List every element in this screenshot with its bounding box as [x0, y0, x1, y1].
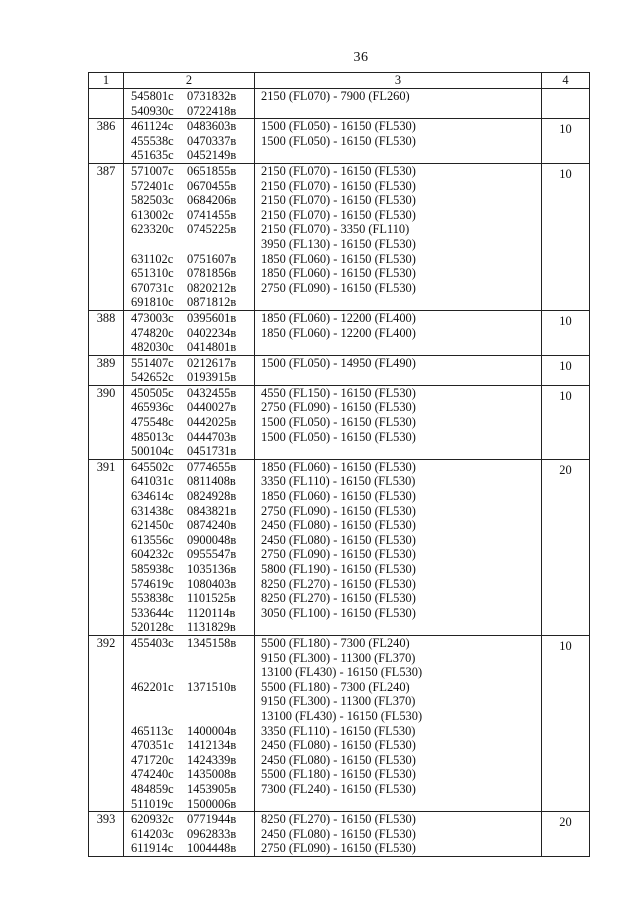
row-number-cell: 393: [89, 812, 124, 857]
row-number-cell: [89, 89, 124, 119]
longitude-value: 0731832в: [187, 89, 237, 103]
latitude-value: 545801c: [131, 89, 174, 103]
coordinate-line: [124, 89, 254, 104]
coordinate-line: [124, 547, 254, 562]
longitude-value: 0451731в: [187, 444, 237, 459]
coordinate-line: [124, 694, 254, 709]
column-header-2: 2: [124, 73, 255, 89]
latitude-value: 470351c: [131, 738, 174, 753]
latitude-value: 482030c: [131, 340, 174, 355]
latitude-value: 465936c: [131, 400, 174, 415]
coordinate-line: [124, 340, 254, 355]
value-cell: [542, 163, 590, 310]
coordinate-line: [124, 266, 254, 281]
coordinate-line: [124, 782, 254, 797]
latitude-value: 511019c: [131, 796, 174, 811]
value-cell: [542, 635, 590, 811]
altitude-range: [255, 148, 541, 163]
coordinate-line: [124, 252, 254, 267]
altitude-range-cell: [255, 385, 542, 459]
table-row: [89, 89, 590, 119]
altitude-range: 2150 (FL070) - 16150 (FL530): [261, 163, 416, 178]
longitude-value: 1424339в: [187, 752, 237, 767]
altitude-range: [255, 340, 541, 355]
value-text: 20: [559, 815, 572, 830]
altitude-range: [255, 620, 541, 635]
altitude-range: 5500 (FL180) - 16150 (FL530): [261, 767, 416, 782]
longitude-value: 0193915в: [187, 370, 237, 385]
longitude-value: 0432455в: [187, 385, 237, 400]
coordinate-line: [124, 591, 254, 606]
coordinate-line: [124, 620, 254, 635]
coordinate-line: [124, 119, 254, 134]
longitude-value: 0962833в: [187, 826, 237, 841]
altitude-range: 1850 (FL060) - 16150 (FL530): [261, 489, 416, 504]
longitude-value: 0444703в: [187, 429, 237, 444]
table-row: [89, 812, 590, 857]
altitude-range: 2450 (FL080) - 16150 (FL530): [261, 826, 416, 841]
longitude-value: 1131829в: [187, 620, 236, 635]
row-number-cell: 390: [89, 385, 124, 459]
coordinate-line: [124, 827, 254, 842]
longitude-value: 0212617в: [187, 355, 237, 370]
latitude-value: 613002c: [131, 207, 174, 222]
coordinate-line: [124, 356, 254, 371]
coordinate-line: [124, 104, 254, 119]
longitude-value: 0871812в: [187, 295, 237, 310]
table-body: [89, 89, 590, 857]
coordinate-line: [124, 295, 254, 310]
longitude-value: 0843821в: [187, 503, 237, 518]
coordinate-line: [124, 767, 254, 782]
coordinate-line: [124, 222, 254, 237]
altitude-range: 3350 (FL110) - 16150 (FL530): [261, 474, 416, 489]
altitude-range: 5500 (FL180) - 7300 (FL240): [261, 635, 410, 650]
coordinate-line: [124, 709, 254, 724]
longitude-value: 0442025в: [187, 415, 237, 430]
altitude-range: 2150 (FL070) - 3350 (FL110): [261, 222, 410, 237]
altitude-range: 1500 (FL050) - 16150 (FL530): [261, 119, 416, 134]
coordinate-line: [124, 208, 254, 223]
altitude-range: 2450 (FL080) - 16150 (FL530): [261, 518, 416, 533]
longitude-value: 0402234в: [187, 325, 237, 340]
value-text: 10: [559, 166, 572, 181]
coordinates-cell: [124, 163, 255, 310]
coordinate-line: [124, 753, 254, 768]
coordinates-cell: [124, 355, 255, 385]
latitude-value: 485013c: [131, 429, 174, 444]
longitude-value: 1080403в: [187, 576, 237, 591]
altitude-range: 2750 (FL090) - 16150 (FL530): [261, 547, 416, 562]
altitude-range: 1850 (FL060) - 12200 (FL400): [261, 325, 416, 340]
coordinate-line: [124, 193, 254, 208]
coordinate-line: [124, 651, 254, 666]
latitude-value: 645502c: [131, 459, 174, 474]
latitude-value: 461124c: [131, 119, 174, 134]
table-row: [89, 459, 590, 635]
row-number-cell: 391: [89, 459, 124, 635]
longitude-value: 0874240в: [187, 518, 237, 533]
altitude-range: 9150 (FL300) - 11300 (FL370): [261, 694, 416, 709]
value-text: 20: [559, 462, 572, 477]
coordinate-line: [124, 577, 254, 592]
latitude-value: 634614c: [131, 489, 174, 504]
table-row: [89, 310, 590, 355]
altitude-range-cell: [255, 459, 542, 635]
coordinates-cell: [124, 385, 255, 459]
altitude-range-cell: [255, 310, 542, 355]
altitude-range-cell: [255, 355, 542, 385]
altitude-range: 1500 (FL050) - 16150 (FL530): [261, 429, 416, 444]
latitude-value: 462201c: [131, 679, 174, 694]
coordinates-cell: [124, 812, 255, 857]
coordinate-line: [124, 400, 254, 415]
table-row: [89, 635, 590, 811]
altitude-range: 1850 (FL060) - 16150 (FL530): [261, 459, 416, 474]
altitude-range: 1500 (FL050) - 14950 (FL490): [261, 355, 416, 370]
longitude-value: 0811408в: [187, 474, 236, 489]
longitude-value: 0722418в: [187, 103, 237, 118]
value-cell: [542, 459, 590, 635]
coordinate-line: [124, 489, 254, 504]
coordinate-line: [124, 474, 254, 489]
coordinate-line: [124, 636, 254, 651]
coordinate-line: [124, 812, 254, 827]
latitude-value: 551407c: [131, 355, 174, 370]
longitude-value: 0820212в: [187, 280, 237, 295]
altitude-range: 1850 (FL060) - 16150 (FL530): [261, 251, 416, 266]
table-row: [89, 355, 590, 385]
altitude-range: 7300 (FL240) - 16150 (FL530): [261, 781, 416, 796]
longitude-value: 0684206в: [187, 193, 237, 208]
altitude-range: 2750 (FL090) - 16150 (FL530): [261, 280, 416, 295]
coordinate-line: [124, 665, 254, 680]
longitude-value: 1500006в: [187, 796, 237, 811]
altitude-range: 2150 (FL070) - 7900 (FL260): [261, 89, 410, 103]
coordinate-line: [124, 311, 254, 326]
longitude-value: 1453905в: [187, 781, 237, 796]
latitude-value: 500104c: [131, 444, 174, 459]
altitude-range: 2750 (FL090) - 16150 (FL530): [261, 503, 416, 518]
latitude-value: 471720c: [131, 752, 174, 767]
coordinate-line: [124, 562, 254, 577]
latitude-value: 651310c: [131, 266, 174, 281]
altitude-range: 1500 (FL050) - 16150 (FL530): [261, 133, 416, 148]
row-number-cell: 388: [89, 310, 124, 355]
value-cell: [542, 119, 590, 164]
value-text: 10: [559, 638, 572, 653]
latitude-value: 451635c: [131, 148, 174, 163]
longitude-value: 1035136в: [187, 562, 237, 576]
coordinate-line: [124, 164, 254, 179]
altitude-range: [255, 444, 541, 459]
latitude-value: 574619c: [131, 576, 174, 591]
longitude-value: 1435008в: [187, 767, 237, 782]
longitude-value: 0414801в: [187, 340, 237, 355]
value-cell: [542, 385, 590, 459]
latitude-value: 621450c: [131, 518, 174, 533]
coordinate-line: [124, 504, 254, 519]
longitude-value: 0745225в: [187, 222, 237, 237]
value-text: 10: [559, 122, 572, 137]
coordinates-table: [88, 72, 590, 857]
longitude-value: 0955547в: [187, 547, 237, 562]
altitude-range: 5500 (FL180) - 7300 (FL240): [261, 679, 410, 694]
longitude-value: 1101525в: [187, 591, 236, 606]
altitude-range-cell: [255, 89, 542, 119]
coordinate-line: [124, 415, 254, 430]
longitude-value: 0771944в: [187, 812, 237, 827]
coordinate-line: [124, 680, 254, 695]
longitude-value: 0670455в: [187, 178, 237, 193]
longitude-value: 0440027в: [187, 400, 237, 415]
coordinates-cell: [124, 635, 255, 811]
longitude-value: 0651855в: [187, 163, 237, 178]
altitude-range: 2750 (FL090) - 16150 (FL530): [261, 400, 416, 415]
longitude-value: 0452149в: [187, 148, 237, 163]
coordinate-line: [124, 134, 254, 149]
altitude-range: 1500 (FL050) - 16150 (FL530): [261, 415, 416, 430]
latitude-value: 553838c: [131, 591, 174, 606]
coordinate-line: [124, 281, 254, 296]
altitude-range: 2450 (FL080) - 16150 (FL530): [261, 532, 416, 547]
longitude-value: 0483603в: [187, 119, 237, 134]
altitude-range-cell: [255, 163, 542, 310]
altitude-range: [255, 295, 541, 310]
altitude-range: 2750 (FL090) - 16150 (FL530): [261, 841, 416, 856]
table-row: [89, 119, 590, 164]
latitude-value: 614203c: [131, 826, 174, 841]
altitude-range: 8250 (FL270) - 16150 (FL530): [261, 812, 416, 827]
altitude-range: 2150 (FL070) - 16150 (FL530): [261, 193, 416, 208]
coordinate-line: [124, 237, 254, 252]
altitude-range: 5800 (FL190) - 16150 (FL530): [261, 562, 416, 576]
latitude-value: 670731c: [131, 280, 174, 295]
altitude-range: [255, 370, 541, 385]
altitude-range: 13100 (FL430) - 16150 (FL530): [261, 708, 423, 723]
altitude-range: 13100 (FL430) - 16150 (FL530): [261, 665, 423, 680]
row-number-cell: 392: [89, 635, 124, 811]
altitude-range: 1850 (FL060) - 12200 (FL400): [261, 310, 416, 325]
latitude-value: 604232c: [131, 547, 174, 562]
latitude-value: 533644c: [131, 605, 174, 620]
latitude-value: 473003c: [131, 310, 174, 325]
coordinate-line: [124, 179, 254, 194]
latitude-value: 455403c: [131, 635, 174, 650]
table-header-row: [89, 73, 590, 89]
latitude-value: 475548c: [131, 415, 174, 430]
value-text: 10: [559, 388, 572, 403]
longitude-value: 1371510в: [187, 679, 237, 694]
longitude-value: 0824928в: [187, 489, 237, 504]
altitude-range: 3050 (FL100) - 16150 (FL530): [261, 605, 416, 620]
longitude-value: 1120114в: [187, 605, 236, 620]
latitude-value: 540930c: [131, 103, 174, 118]
row-number-cell: 386: [89, 119, 124, 164]
latitude-value: 474820c: [131, 325, 174, 340]
longitude-value: 0751607в: [187, 251, 237, 266]
longitude-value: 1400004в: [187, 723, 237, 738]
coordinate-line: [124, 841, 254, 856]
row-number-cell: 389: [89, 355, 124, 385]
altitude-range: 2450 (FL080) - 16150 (FL530): [261, 752, 416, 767]
coordinate-line: [124, 724, 254, 739]
coordinate-line: [124, 386, 254, 401]
latitude-value: 623320c: [131, 222, 174, 237]
latitude-value: 571007c: [131, 163, 174, 178]
coordinate-line: [124, 148, 254, 163]
coordinate-line: [124, 370, 254, 385]
longitude-value: 0774655в: [187, 459, 237, 474]
altitude-range: 8250 (FL270) - 16150 (FL530): [261, 591, 416, 606]
altitude-range: 2150 (FL070) - 16150 (FL530): [261, 178, 416, 193]
latitude-value: 631102c: [131, 251, 174, 266]
column-header-4: 4: [542, 73, 590, 89]
altitude-range: 1850 (FL060) - 16150 (FL530): [261, 266, 416, 281]
table-row: [89, 385, 590, 459]
altitude-range-cell: [255, 812, 542, 857]
latitude-value: 450505c: [131, 385, 174, 400]
longitude-value: 0395601в: [187, 310, 237, 325]
latitude-value: 691810c: [131, 295, 174, 310]
value-text: 10: [559, 313, 572, 328]
coordinate-line: [124, 606, 254, 621]
latitude-value: 520128c: [131, 620, 174, 635]
altitude-range: 3950 (FL130) - 16150 (FL530): [261, 236, 416, 251]
coordinate-line: [124, 533, 254, 548]
coordinate-line: [124, 518, 254, 533]
coordinates-cell: [124, 89, 255, 119]
latitude-value: 641031c: [131, 474, 174, 489]
value-cell: [542, 812, 590, 857]
altitude-range: 2450 (FL080) - 16150 (FL530): [261, 738, 416, 753]
latitude-value: 611914c: [131, 841, 174, 856]
longitude-value: 1412134в: [187, 738, 237, 753]
latitude-value: 455538c: [131, 133, 174, 148]
coordinate-line: [124, 797, 254, 812]
value-cell: [542, 89, 590, 119]
coordinate-line: [124, 738, 254, 753]
latitude-value: 542652c: [131, 370, 174, 385]
altitude-range: 2150 (FL070) - 16150 (FL530): [261, 207, 416, 222]
value-cell: [542, 355, 590, 385]
altitude-range: [255, 104, 541, 119]
altitude-range-cell: [255, 635, 542, 811]
altitude-range: 3350 (FL110) - 16150 (FL530): [261, 723, 416, 738]
altitude-range-cell: [255, 119, 542, 164]
latitude-value: 620932c: [131, 812, 174, 827]
coordinate-line: [124, 430, 254, 445]
latitude-value: 572401c: [131, 178, 174, 193]
coordinate-line: [124, 460, 254, 475]
table-row: [89, 163, 590, 310]
coordinate-line: [124, 444, 254, 459]
longitude-value: 0741455в: [187, 207, 237, 222]
altitude-range: 9150 (FL300) - 11300 (FL370): [261, 650, 416, 665]
latitude-value: 585938c: [131, 562, 174, 576]
row-number-cell: 387: [89, 163, 124, 310]
coordinates-cell: [124, 119, 255, 164]
page-number: 36: [353, 50, 369, 65]
altitude-range: 8250 (FL270) - 16150 (FL530): [261, 576, 416, 591]
longitude-value: 1004448в: [187, 841, 237, 856]
altitude-range: [255, 797, 541, 812]
value-cell: [542, 310, 590, 355]
latitude-value: 582503c: [131, 193, 174, 208]
latitude-value: 631438c: [131, 503, 174, 518]
coordinate-line: [124, 326, 254, 341]
coordinates-cell: [124, 310, 255, 355]
latitude-value: 613556c: [131, 532, 174, 547]
latitude-value: 474240c: [131, 767, 174, 782]
longitude-value: 1345158в: [187, 635, 237, 650]
longitude-value: 0900048в: [187, 532, 237, 547]
longitude-value: 0470337в: [187, 133, 237, 148]
latitude-value: 484859c: [131, 781, 174, 796]
column-header-3: 3: [255, 73, 542, 89]
altitude-range: 4550 (FL150) - 16150 (FL530): [261, 385, 416, 400]
value-text: 10: [559, 358, 572, 373]
column-header-1: 1: [89, 73, 124, 89]
longitude-value: 0781856в: [187, 266, 237, 281]
latitude-value: 465113c: [131, 723, 174, 738]
coordinates-cell: [124, 459, 255, 635]
